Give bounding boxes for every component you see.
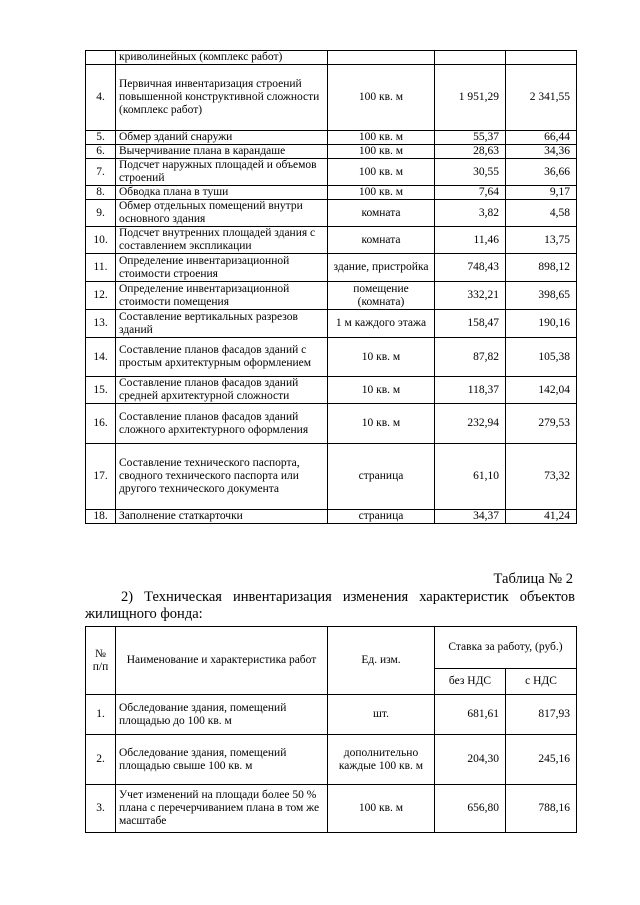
row-number: 5.: [86, 131, 116, 145]
header-number: № п/п: [86, 627, 116, 695]
rate-without-vat: 55,37: [435, 131, 506, 145]
rate-without-vat: 61,10: [435, 444, 506, 510]
rate-without-vat: 3,82: [435, 200, 506, 227]
rate-without-vat: 681,61: [435, 695, 506, 735]
unit: 1 м каждого этажа: [328, 310, 435, 338]
table-row: [86, 404, 577, 444]
rate-with-vat: 2 341,55: [506, 65, 577, 131]
table-row: [86, 735, 577, 785]
unit: 100 кв. м: [328, 159, 435, 186]
unit: страница: [328, 444, 435, 510]
rate-with-vat: 36,66: [506, 159, 577, 186]
rate-without-vat: 28,63: [435, 145, 506, 159]
row-number: 13.: [86, 310, 116, 338]
rates-table-1: [85, 50, 577, 524]
rate-with-vat: 279,53: [506, 404, 577, 444]
section-intro: 2) Техническая инвентаризация изменения характеристик объектов жилищного фонда:: [85, 589, 575, 622]
table-row: [86, 145, 577, 159]
row-number: 18.: [86, 510, 116, 524]
table-row: [86, 186, 577, 200]
rate-without-vat: 30,55: [435, 159, 506, 186]
rate-without-vat: 656,80: [435, 785, 506, 833]
table-row: [86, 51, 577, 65]
unit: шт.: [328, 695, 435, 735]
header-with-vat: с НДС: [506, 669, 577, 695]
unit: помещение (комната): [328, 282, 435, 310]
rate-with-vat: 190,16: [506, 310, 577, 338]
rate-without-vat: 87,82: [435, 338, 506, 377]
rate-with-vat: 34,36: [506, 145, 577, 159]
unit: дополнительно каждые 100 кв. м: [328, 735, 435, 785]
row-number: 10.: [86, 227, 116, 254]
row-number: [86, 51, 116, 65]
rate-with-vat: 13,75: [506, 227, 577, 254]
row-number: 8.: [86, 186, 116, 200]
work-name: Обследование здания, помещений площадью до 100 кв. м: [116, 695, 328, 735]
row-number: 9.: [86, 200, 116, 227]
work-name: Составление технического паспорта, сводного технического паспорта или другого технического документа: [116, 444, 328, 510]
unit: комната: [328, 200, 435, 227]
table-2-header-row: [86, 627, 577, 669]
table-row: [86, 282, 577, 310]
row-number: 12.: [86, 282, 116, 310]
rate-without-vat: 118,37: [435, 377, 506, 404]
table-row: [86, 785, 577, 833]
unit: 100 кв. м: [328, 131, 435, 145]
table-row: [86, 444, 577, 510]
table-row: [86, 131, 577, 145]
row-number: 3.: [86, 785, 116, 833]
work-name: Подсчет внутренних площадей здания с составлением экспликации: [116, 227, 328, 254]
work-name: Обмер отдельных помещений внутри основного здания: [116, 200, 328, 227]
rate-with-vat: 788,16: [506, 785, 577, 833]
table-row: [86, 159, 577, 186]
work-name: Составление планов фасадов зданий с простым архитектурным оформлением: [116, 338, 328, 377]
row-number: 6.: [86, 145, 116, 159]
rate-with-vat: 817,93: [506, 695, 577, 735]
work-name: Вычерчивание плана в карандаше: [116, 145, 328, 159]
table-row: [86, 310, 577, 338]
work-name: Обводка плана в туши: [116, 186, 328, 200]
row-number: 15.: [86, 377, 116, 404]
unit: [328, 51, 435, 65]
unit: 100 кв. м: [328, 785, 435, 833]
rate-without-vat: [435, 51, 506, 65]
rate-with-vat: [506, 51, 577, 65]
row-number: 1.: [86, 695, 116, 735]
rate-with-vat: 66,44: [506, 131, 577, 145]
rate-without-vat: 232,94: [435, 404, 506, 444]
work-name: Заполнение статкарточки: [116, 510, 328, 524]
rate-without-vat: 7,64: [435, 186, 506, 200]
work-name: Подсчет наружных площадей и объемов строений: [116, 159, 328, 186]
rate-with-vat: 4,58: [506, 200, 577, 227]
header-rate: Ставка за работу, (руб.): [435, 627, 577, 669]
rate-with-vat: 245,16: [506, 735, 577, 785]
table-row: [86, 200, 577, 227]
rate-with-vat: 142,04: [506, 377, 577, 404]
unit: страница: [328, 510, 435, 524]
rate-without-vat: 34,37: [435, 510, 506, 524]
rates-table-2: [85, 626, 577, 833]
unit: комната: [328, 227, 435, 254]
rate-with-vat: 105,38: [506, 338, 577, 377]
table-row: [86, 254, 577, 282]
unit: 100 кв. м: [328, 65, 435, 131]
row-number: 7.: [86, 159, 116, 186]
rate-without-vat: 332,21: [435, 282, 506, 310]
rate-with-vat: 41,24: [506, 510, 577, 524]
row-number: 2.: [86, 735, 116, 785]
rate-without-vat: 11,46: [435, 227, 506, 254]
table-row: [86, 510, 577, 524]
unit: 10 кв. м: [328, 377, 435, 404]
unit: 10 кв. м: [328, 404, 435, 444]
row-number: 11.: [86, 254, 116, 282]
rates-table-1-body: [86, 51, 577, 524]
table-row: [86, 227, 577, 254]
rate-without-vat: 748,43: [435, 254, 506, 282]
table-caption: Таблица № 2: [493, 571, 573, 587]
row-number: 14.: [86, 338, 116, 377]
work-name: Составление планов фасадов зданий сложного архитектурного оформления: [116, 404, 328, 444]
rate-with-vat: 73,32: [506, 444, 577, 510]
table-row: [86, 338, 577, 377]
rate-without-vat: 1 951,29: [435, 65, 506, 131]
unit: 100 кв. м: [328, 145, 435, 159]
work-name: Определение инвентаризационной стоимости помещения: [116, 282, 328, 310]
unit: здание, пристройка: [328, 254, 435, 282]
unit: 10 кв. м: [328, 338, 435, 377]
work-name: Составление вертикальных разрезов зданий: [116, 310, 328, 338]
unit: 100 кв. м: [328, 186, 435, 200]
row-number: 17.: [86, 444, 116, 510]
row-number: 16.: [86, 404, 116, 444]
work-name: Первичная инвентаризация строений повышенной конструктивной сложности (комплекс работ): [116, 65, 328, 131]
work-name: Учет изменений на площади более 50 % плана с перечерчиванием плана в том же масштабе: [116, 785, 328, 833]
rate-with-vat: 9,17: [506, 186, 577, 200]
header-unit: Ед. изм.: [328, 627, 435, 695]
row-number: 4.: [86, 65, 116, 131]
table-row: [86, 377, 577, 404]
rate-without-vat: 158,47: [435, 310, 506, 338]
table-row: [86, 65, 577, 131]
work-name: Обмер зданий снаружи: [116, 131, 328, 145]
table-row: [86, 695, 577, 735]
rate-without-vat: 204,30: [435, 735, 506, 785]
work-name: Составление планов фасадов зданий средней архитектурной сложности: [116, 377, 328, 404]
work-name: криволинейных (комплекс работ): [116, 51, 328, 65]
rate-with-vat: 398,65: [506, 282, 577, 310]
header-without-vat: без НДС: [435, 669, 506, 695]
rates-table-2-body: [86, 695, 577, 833]
work-name: Определение инвентаризационной стоимости строения: [116, 254, 328, 282]
header-name: Наименование и характеристика работ: [116, 627, 328, 695]
rate-with-vat: 898,12: [506, 254, 577, 282]
work-name: Обследование здания, помещений площадью свыше 100 кв. м: [116, 735, 328, 785]
